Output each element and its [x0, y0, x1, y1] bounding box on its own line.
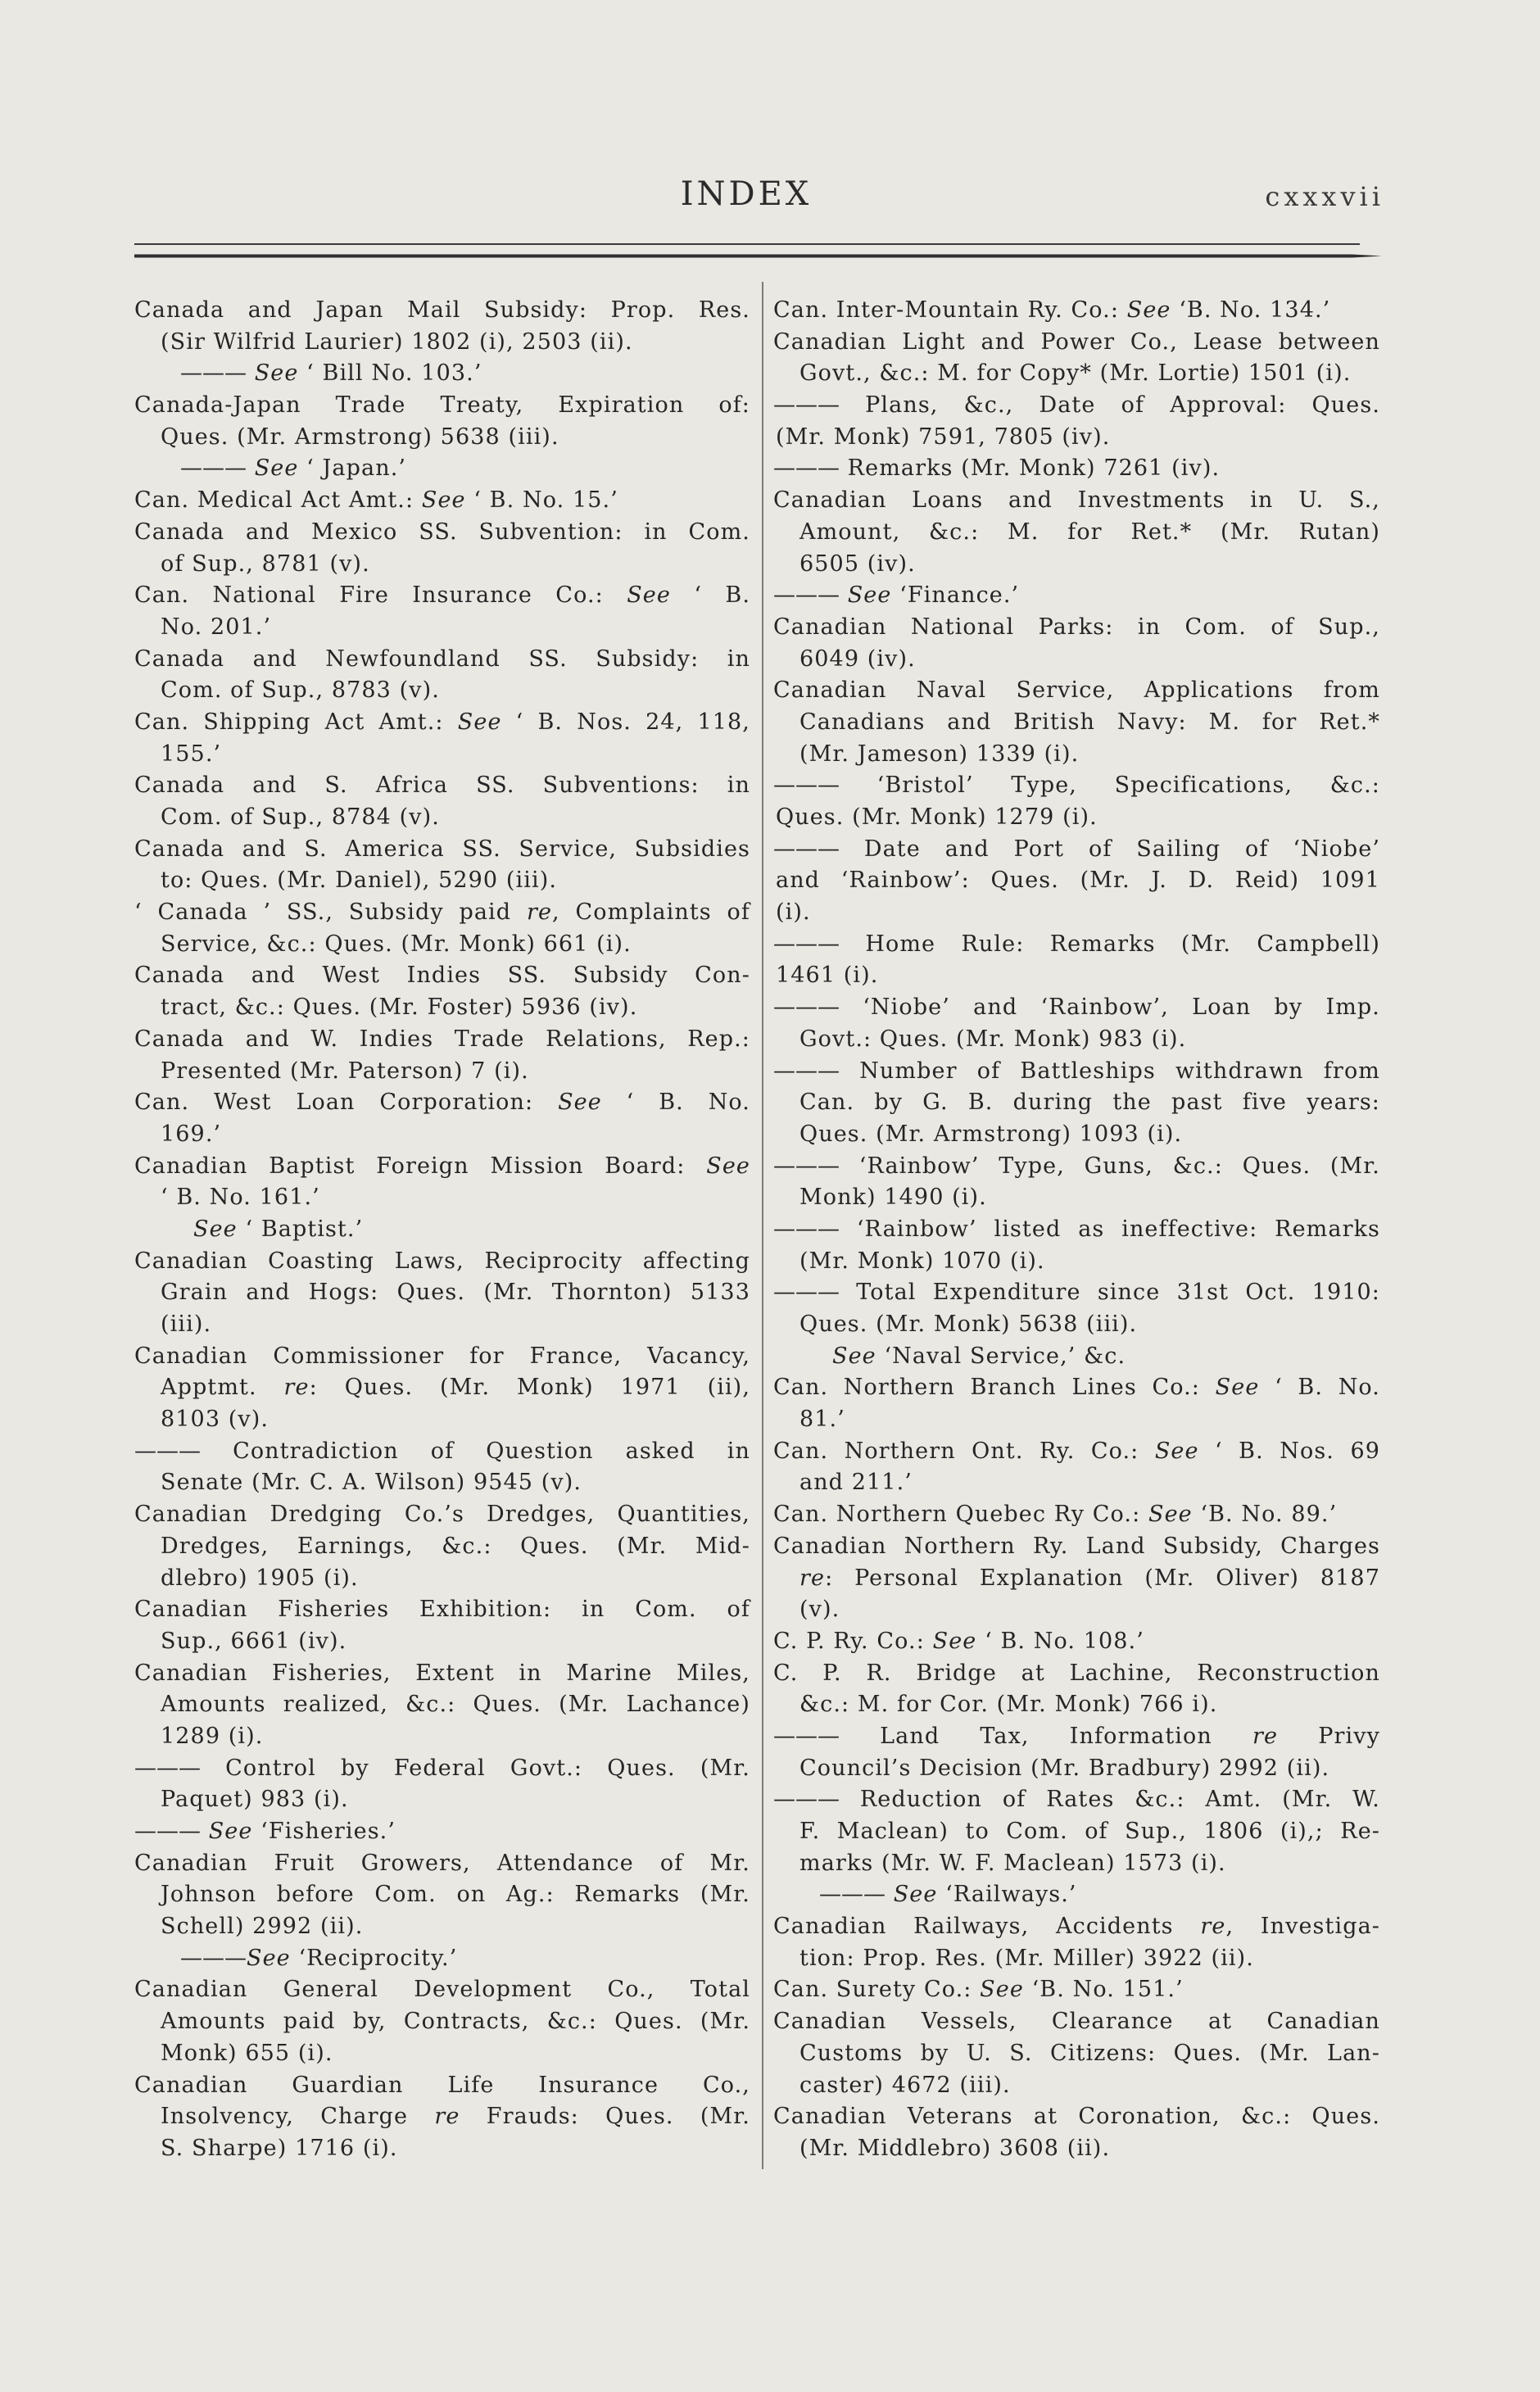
entry-first-line: ——— Reduction of Rates &c.: Amt. (Mr. W.: [773, 1787, 1380, 1813]
italic-term: re: [526, 899, 553, 926]
entry-first-line: Can. Shipping Act Amt.: See ‘ B. Nos. 24, 118,: [134, 709, 750, 735]
dash-rule: ———: [180, 455, 247, 482]
index-entry: [773, 1531, 1380, 1626]
entry-first-line: ——— See ‘Railways.’: [819, 1882, 1077, 1908]
entry-continuation-line: No. 201.’: [161, 614, 272, 640]
entry-continuation-line: Monk) 1490 (i).: [799, 1185, 987, 1211]
entry-first-line: Canadian Fisheries Exhibition: in Com. of: [134, 1597, 750, 1623]
entry-first-line: ——— Control by Federal Govt.: Ques. (Mr.: [134, 1755, 750, 1781]
entry-first-line: ——— ‘Bristol’ Type, Specifications, &c.:: [773, 772, 1380, 799]
entry-continuation-line: (v).: [799, 1597, 840, 1623]
entry-first-line: Canadian General Development Co., Total: [134, 1977, 750, 2003]
dash-rule: ———: [773, 994, 840, 1021]
entry-first-line: ——— See ‘ Japan.’: [180, 455, 407, 482]
entry-continuation-line: re: Personal Explanation (Mr. Oliver) 8187: [799, 1565, 1380, 1591]
dash-rule: ———: [134, 1819, 201, 1844]
dash-rule: ———: [180, 1945, 247, 1971]
dash-rule: ———: [773, 582, 840, 609]
dash-rule: ———: [134, 1755, 201, 1781]
entry-first-line: Canadian Commissioner for France, Vacancy,: [134, 1343, 750, 1369]
entry-first-line: ——— Land Tax, Information re Privy: [773, 1723, 1380, 1749]
italic-term: See: [893, 1882, 938, 1908]
index-entry: [773, 1277, 1380, 1340]
italic-term: See: [193, 1216, 238, 1242]
italic-term: See: [1154, 1438, 1199, 1464]
index-entry: [134, 1753, 750, 1816]
index-entry: [134, 707, 750, 770]
entry-first-line: Can. Northern Branch Lines Co.: See ‘ B. No.: [773, 1375, 1380, 1401]
dash-rule: ———: [773, 1280, 840, 1306]
entry-continuation-line: 81.’: [799, 1407, 845, 1433]
index-entry: [134, 897, 750, 960]
entry-first-line: Canadian Veterans at Coronation, &c.: Ques.: [773, 2104, 1380, 2130]
index-entry: [134, 1024, 750, 1087]
entry-first-line: Can. Medical Act Amt.: See ‘ B. No. 15.’: [134, 487, 618, 514]
entry-continuation-line: (iii).: [161, 1312, 212, 1337]
index-entry: [134, 1974, 750, 2069]
italic-term: See: [932, 1628, 977, 1654]
index-entry: [773, 929, 1380, 992]
index-entry: [773, 2006, 1380, 2101]
index-entry: [773, 1214, 1380, 1277]
index-entry: [773, 992, 1380, 1055]
italic-term: See: [421, 487, 466, 514]
index-entry: [134, 1658, 750, 1753]
entry-first-line: ——— Number of Battleships withdrawn from: [773, 1058, 1380, 1084]
entry-first-line: Can. Northern Ont. Ry. Co.: See ‘ B. Nos. 69: [773, 1438, 1381, 1464]
index-entry: [134, 834, 750, 897]
page-number: cxxxvii: [1265, 181, 1384, 212]
dash-rule: ———: [773, 931, 840, 957]
entry-continuation-line: Customs by U. S. Citizens: Ques. (Mr. Lan-: [799, 2040, 1380, 2066]
entry-continuation-line: (Sir Wilfrid Laurier) 1802 (i), 2503 (ii).: [161, 328, 633, 355]
entry-continuation-line: Com. of Sup., 8784 (v).: [161, 804, 440, 830]
entry-first-line: Canada and W. Indies Trade Relations, Rep.:: [134, 1026, 750, 1052]
dash-rule: ———: [773, 836, 840, 862]
page-title: INDEX: [680, 175, 813, 213]
index-entry: [773, 1499, 1380, 1531]
italic-term: See: [247, 1945, 291, 1971]
italic-term: See: [980, 1977, 1024, 2003]
italic-term: See: [457, 709, 502, 735]
index-entry: [773, 1056, 1380, 1151]
entry-continuation-line: Johnson before Com. on Ag.: Remarks (Mr.: [161, 1882, 750, 1908]
entry-continuation-line: Ques. (Mr. Monk) 5638 (iii).: [799, 1312, 1138, 1337]
dash-rule: ———: [773, 1058, 840, 1084]
entry-first-line: Canadian Naval Service, Applications from: [773, 677, 1380, 704]
dash-rule: ———: [773, 1153, 840, 1179]
entry-first-line: Can. Northern Quebec Ry Co.: See ‘B. No. 89.’: [773, 1502, 1338, 1528]
index-entry: [773, 1436, 1380, 1499]
entry-continuation-line: 1461 (i).: [776, 963, 879, 989]
entry-first-line: ——— See ‘ Bill No. 103.’: [180, 360, 482, 387]
entry-continuation-line: Schell) 2992 (ii).: [161, 1914, 364, 1940]
entry-continuation-line: Paquet) 983 (i).: [161, 1787, 349, 1813]
index-entry: [773, 1372, 1380, 1435]
dash-rule: ———: [773, 455, 840, 482]
italic-term: See: [254, 455, 299, 482]
entry-first-line: Canadian Guardian Life Insurance Co.,: [134, 2072, 750, 2098]
entry-continuation-line: Sup., 6661 (iv).: [161, 1628, 347, 1654]
index-entry: [773, 1911, 1380, 1974]
column-divider: [762, 282, 763, 2169]
italic-term: re: [283, 1375, 310, 1401]
entry-first-line: Canadian Railways, Accidents re, Investiga-: [773, 1914, 1381, 1940]
dash-rule: ———: [773, 392, 840, 419]
italic-term: See: [558, 1090, 602, 1116]
italic-term: See: [208, 1819, 253, 1844]
entry-first-line: Can. National Fire Insurance Co.: See ‘ B.: [134, 582, 751, 609]
entry-first-line: Canadian Northern Ry. Land Subsidy, Charges: [773, 1533, 1380, 1559]
index-entry: [134, 960, 750, 1023]
index-entry: [773, 2101, 1380, 2164]
entry-continuation-line: Govt., &c.: M. for Copy* (Mr. Lortie) 1501 (i).: [799, 360, 1352, 387]
entry-continuation-line: Govt.: Ques. (Mr. Monk) 983 (i).: [799, 1026, 1187, 1052]
index-entry: [773, 295, 1380, 327]
header-double-rule: [131, 238, 1393, 262]
index-entry: [773, 834, 1380, 929]
index-entry: [773, 580, 1380, 612]
dash-rule: ———: [773, 772, 840, 799]
italic-term: See: [847, 582, 892, 609]
entry-continuation-line: marks (Mr. W. F. Maclean) 1573 (i).: [799, 1850, 1226, 1876]
entry-continuation-line: Can. by G. B. during the past five years:: [799, 1090, 1380, 1116]
italic-term: re: [1200, 1914, 1226, 1940]
header-rule-thick: [134, 255, 1382, 258]
entry-continuation-line: Council’s Decision (Mr. Bradbury) 2992 (ii).: [799, 1755, 1330, 1781]
entry-first-line: C. P. Ry. Co.: See ‘ B. No. 108.’: [773, 1628, 1144, 1654]
index-entry: [134, 1499, 750, 1594]
index-entry: [773, 485, 1380, 580]
entry-continuation-line: ‘ B. No. 161.’: [161, 1185, 320, 1211]
entry-continuation-line: Ques. (Mr. Monk) 1279 (i).: [776, 804, 1098, 830]
entry-continuation-line: (Mr. Monk) 7591, 7805 (iv).: [776, 424, 1111, 450]
entry-first-line: Canada and Newfoundland SS. Subsidy: in: [134, 646, 750, 672]
italic-term: re: [1252, 1723, 1279, 1749]
entry-continuation-line: 1289 (i).: [161, 1723, 264, 1749]
index-entry: [773, 1784, 1380, 1879]
entry-continuation-line: (i).: [776, 899, 811, 926]
entry-continuation-line: tract, &c.: Ques. (Mr. Foster) 5936 (iv).: [161, 994, 638, 1021]
entry-first-line: Canada and West Indies SS. Subsidy Con-: [134, 963, 750, 989]
index-entry: [773, 390, 1380, 453]
entry-first-line: Canadian Loans and Investments in U. S.,: [773, 487, 1380, 514]
entry-continuation-line: Ques. (Mr. Armstrong) 5638 (iii).: [161, 424, 559, 450]
index-entry: [134, 1214, 750, 1246]
entry-continuation-line: Amount, &c.: M. for Ret.* (Mr. Rutan): [799, 519, 1380, 545]
index-entry: [134, 453, 750, 485]
entry-first-line: Can. Inter-Mountain Ry. Co.: See ‘B. No. 134.’: [773, 297, 1331, 323]
index-entry: [773, 770, 1380, 833]
entry-continuation-line: (Mr. Middlebro) 3608 (ii).: [799, 2135, 1111, 2161]
italic-term: re: [434, 2104, 460, 2130]
index-entry: [134, 1594, 750, 1657]
index-entry: [773, 1721, 1380, 1784]
index-entry: [134, 1341, 750, 1436]
entry-first-line: ——— ‘Rainbow’ listed as ineffective: Remarks: [773, 1216, 1380, 1242]
index-entry: [134, 295, 750, 358]
entry-first-line: Canadian National Parks: in Com. of Sup.,: [773, 614, 1380, 640]
italic-term: See: [627, 582, 671, 609]
index-entry: [773, 612, 1380, 675]
entry-first-line: Can. West Loan Corporation: See ‘ B. No.: [134, 1090, 750, 1116]
entry-continuation-line: and ‘Rainbow’: Ques. (Mr. J. D. Reid) 1091: [776, 868, 1380, 894]
index-entry: [134, 580, 750, 643]
index-entry: [134, 1848, 750, 1943]
italic-term: See: [832, 1343, 876, 1369]
index-entry: [773, 1626, 1380, 1658]
entry-first-line: ——— See ‘Fisheries.’: [134, 1819, 396, 1844]
index-entry: [134, 390, 750, 453]
index-column-left: [134, 295, 750, 2165]
entry-continuation-line: and 211.’: [799, 1470, 913, 1496]
entry-continuation-line: (Mr. Jameson) 1339 (i).: [799, 741, 1080, 767]
index-entry: [134, 1436, 750, 1499]
italic-term: See: [1148, 1502, 1193, 1528]
index-entry: [773, 453, 1380, 485]
entry-first-line: Canadian Coasting Laws, Reciprocity affecting: [134, 1248, 750, 1274]
index-entry: [134, 485, 750, 517]
entry-continuation-line: caster) 4672 (iii).: [799, 2072, 1011, 2098]
entry-first-line: Canadian Baptist Foreign Mission Board: See: [134, 1153, 750, 1179]
dash-rule: ———: [180, 360, 247, 387]
entry-first-line: ——— Plans, &c., Date of Approval: Ques.: [773, 392, 1380, 419]
entry-first-line: Canada and S. Africa SS. Subventions: in: [134, 772, 750, 799]
index-entry: [134, 1087, 750, 1150]
entry-continuation-line: (Mr. Monk) 1070 (i).: [799, 1248, 1045, 1274]
entry-first-line: ———See ‘Reciprocity.’: [180, 1945, 458, 1971]
italic-term: See: [706, 1153, 750, 1179]
entry-continuation-line: Presented (Mr. Paterson) 7 (i).: [161, 1058, 529, 1084]
entry-continuation-line: Dredges, Earnings, &c.: Ques. (Mr. Mid-: [161, 1533, 750, 1559]
entry-continuation-line: &c.: M. for Cor. (Mr. Monk) 766 i).: [799, 1692, 1218, 1718]
entry-first-line: Canada-Japan Trade Treaty, Expiration of:: [134, 392, 750, 419]
entry-continuation-line: F. Maclean) to Com. of Sup., 1806 (i),; Re-: [799, 1819, 1380, 1844]
italic-term: See: [1126, 297, 1171, 323]
entry-first-line: Can. Surety Co.: See ‘B. No. 151.’: [773, 1977, 1184, 2003]
entry-first-line: ——— Date and Port of Sailing of ‘Niobe’: [773, 836, 1380, 862]
entry-continuation-line: Ques. (Mr. Armstrong) 1093 (i).: [799, 1121, 1183, 1147]
index-entry: [134, 517, 750, 580]
italic-term: re: [799, 1565, 826, 1591]
index-entry: [773, 1879, 1380, 1911]
index-entry: [134, 1151, 750, 1214]
entry-continuation-line: S. Sharpe) 1716 (i).: [161, 2135, 398, 2161]
entry-continuation-line: dlebro) 1905 (i).: [161, 1565, 359, 1591]
index-entry: [134, 1943, 750, 1975]
index-entry: [134, 1816, 750, 1848]
entry-first-line: Canada and Mexico SS. Subvention: in Com.: [134, 519, 750, 545]
entry-continuation-line: Amounts realized, &c.: Ques. (Mr. Lachance): [161, 1692, 750, 1718]
entry-continuation-line: Canadians and British Navy: M. for Ret.*: [799, 709, 1380, 735]
entry-first-line: ‘ Canada ’ SS., Subsidy paid re, Complaints of: [134, 899, 750, 926]
entry-first-line: Canada and Japan Mail Subsidy: Prop. Res.: [134, 297, 750, 323]
entry-continuation-line: 155.’: [161, 741, 222, 767]
dash-rule: ———: [773, 1723, 840, 1749]
entry-first-line: Canadian Vessels, Clearance at Canadian: [773, 2009, 1380, 2035]
dash-rule: ———: [819, 1882, 886, 1908]
entry-first-line: ——— See ‘Finance.’: [773, 582, 1020, 609]
entry-continuation-line: Senate (Mr. C. A. Wilson) 9545 (v).: [161, 1470, 582, 1496]
index-entry: [134, 1246, 750, 1341]
dash-rule: ———: [134, 1438, 201, 1464]
index-entry: [773, 1658, 1380, 1721]
entry-first-line: ——— Contradiction of Question asked in: [134, 1438, 750, 1464]
entry-continuation-line: Grain and Hogs: Ques. (Mr. Thornton) 5133: [161, 1280, 750, 1306]
entry-continuation-line: of Sup., 8781 (v).: [161, 550, 370, 577]
entry-first-line: ——— ‘Niobe’ and ‘Rainbow’, Loan by Imp.: [773, 994, 1380, 1021]
entry-continuation-line: 8103 (v).: [161, 1407, 270, 1433]
index-entry: [134, 358, 750, 390]
entry-continuation-line: Insolvency, Charge re Frauds: Ques. (Mr.: [161, 2104, 750, 2130]
entry-first-line: See ‘ Baptist.’: [193, 1216, 364, 1242]
entry-continuation-line: Monk) 655 (i).: [161, 2040, 333, 2066]
entry-continuation-line: tion: Prop. Res. (Mr. Miller) 3922 (ii).: [799, 1945, 1254, 1971]
entry-continuation-line: 169.’: [161, 1121, 222, 1147]
entry-continuation-line: Amounts paid by, Contracts, &c.: Ques. (Mr.: [161, 2009, 750, 2035]
index-entry: [773, 1341, 1380, 1373]
index-entry: [773, 327, 1380, 390]
entry-first-line: ——— Remarks (Mr. Monk) 7261 (iv).: [773, 455, 1221, 482]
entry-continuation-line: Com. of Sup., 8783 (v).: [161, 677, 440, 704]
index-entry: [773, 1974, 1380, 2006]
index-entry: [134, 644, 750, 707]
italic-term: See: [254, 360, 299, 387]
entry-first-line: Canadian Fisheries, Extent in Marine Miles,: [134, 1660, 750, 1686]
entry-continuation-line: 6049 (iv).: [799, 646, 916, 672]
entry-first-line: Canada and S. America SS. Service, Subsidies: [134, 836, 750, 862]
entry-continuation-line: Service, &c.: Ques. (Mr. Monk) 661 (i).: [161, 931, 632, 957]
index-entry: [134, 770, 750, 833]
entry-first-line: ——— Total Expenditure since 31st Oct. 1910:: [773, 1280, 1380, 1306]
index-entry: [134, 2070, 750, 2165]
dash-rule: ———: [773, 1216, 840, 1242]
entry-first-line: See ‘Naval Service,’ &c.: [832, 1343, 1126, 1369]
entry-continuation-line: Apptmt. re: Ques. (Mr. Monk) 1971 (ii),: [161, 1375, 751, 1401]
entry-first-line: ——— ‘Rainbow’ Type, Guns, &c.: Ques. (Mr.: [773, 1153, 1380, 1179]
index-entry: [773, 1151, 1380, 1214]
index-entry: [773, 675, 1380, 770]
entry-continuation-line: 6505 (iv).: [799, 550, 916, 577]
entry-first-line: C. P. R. Bridge at Lachine, Reconstruction: [773, 1660, 1380, 1686]
entry-first-line: Canadian Fruit Growers, Attendance of Mr.: [134, 1850, 750, 1876]
italic-term: See: [1215, 1375, 1260, 1401]
index-column-right: [773, 295, 1380, 2165]
entry-first-line: ——— Home Rule: Remarks (Mr. Campbell): [773, 931, 1380, 957]
entry-first-line: Canadian Dredging Co.’s Dredges, Quantities,: [134, 1502, 750, 1528]
dash-rule: ———: [773, 1787, 840, 1813]
entry-continuation-line: to: Ques. (Mr. Daniel), 5290 (iii).: [161, 868, 558, 894]
entry-first-line: Canadian Light and Power Co., Lease between: [773, 328, 1380, 355]
